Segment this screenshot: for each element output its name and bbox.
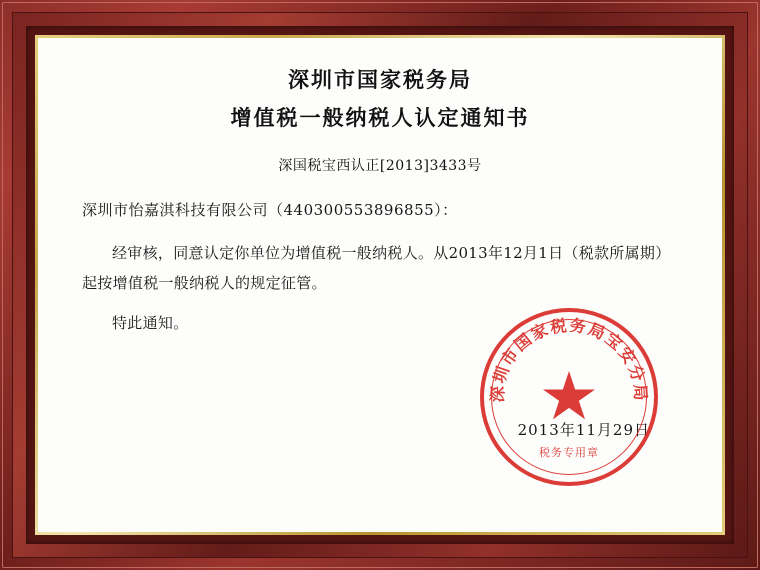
gold-trim-band — [35, 35, 725, 535]
document-number: 深国税宝西认正[2013]3433号 — [278, 158, 482, 174]
frame-middle-band — [12, 12, 748, 558]
closing-paragraph: 特此通知。 — [112, 314, 189, 332]
document-title-line-1: 深圳市国家税务局 — [288, 67, 472, 92]
frame-inner-bevel — [26, 26, 734, 544]
seal-bottom-text: 税务专用章 — [539, 446, 599, 459]
issue-date: 2013年11月29日 — [517, 421, 650, 439]
addressee-line: 深圳市怡嘉淇科技有限公司（440300553896855）： — [82, 201, 458, 219]
official-seal — [480, 308, 658, 486]
body-paragraph: 经审核，同意认定你单位为增值税一般纳税人。从2013年12月1日（税款所属期）起按增值税一般纳税人的规定征管。 — [82, 244, 671, 292]
seal-arc-textpath: 深圳市国家税务局宝安分局 — [487, 315, 651, 403]
document-title-line-2: 增值税一般纳税人认定通知书 — [230, 104, 530, 130]
certificate-paper — [38, 38, 722, 532]
